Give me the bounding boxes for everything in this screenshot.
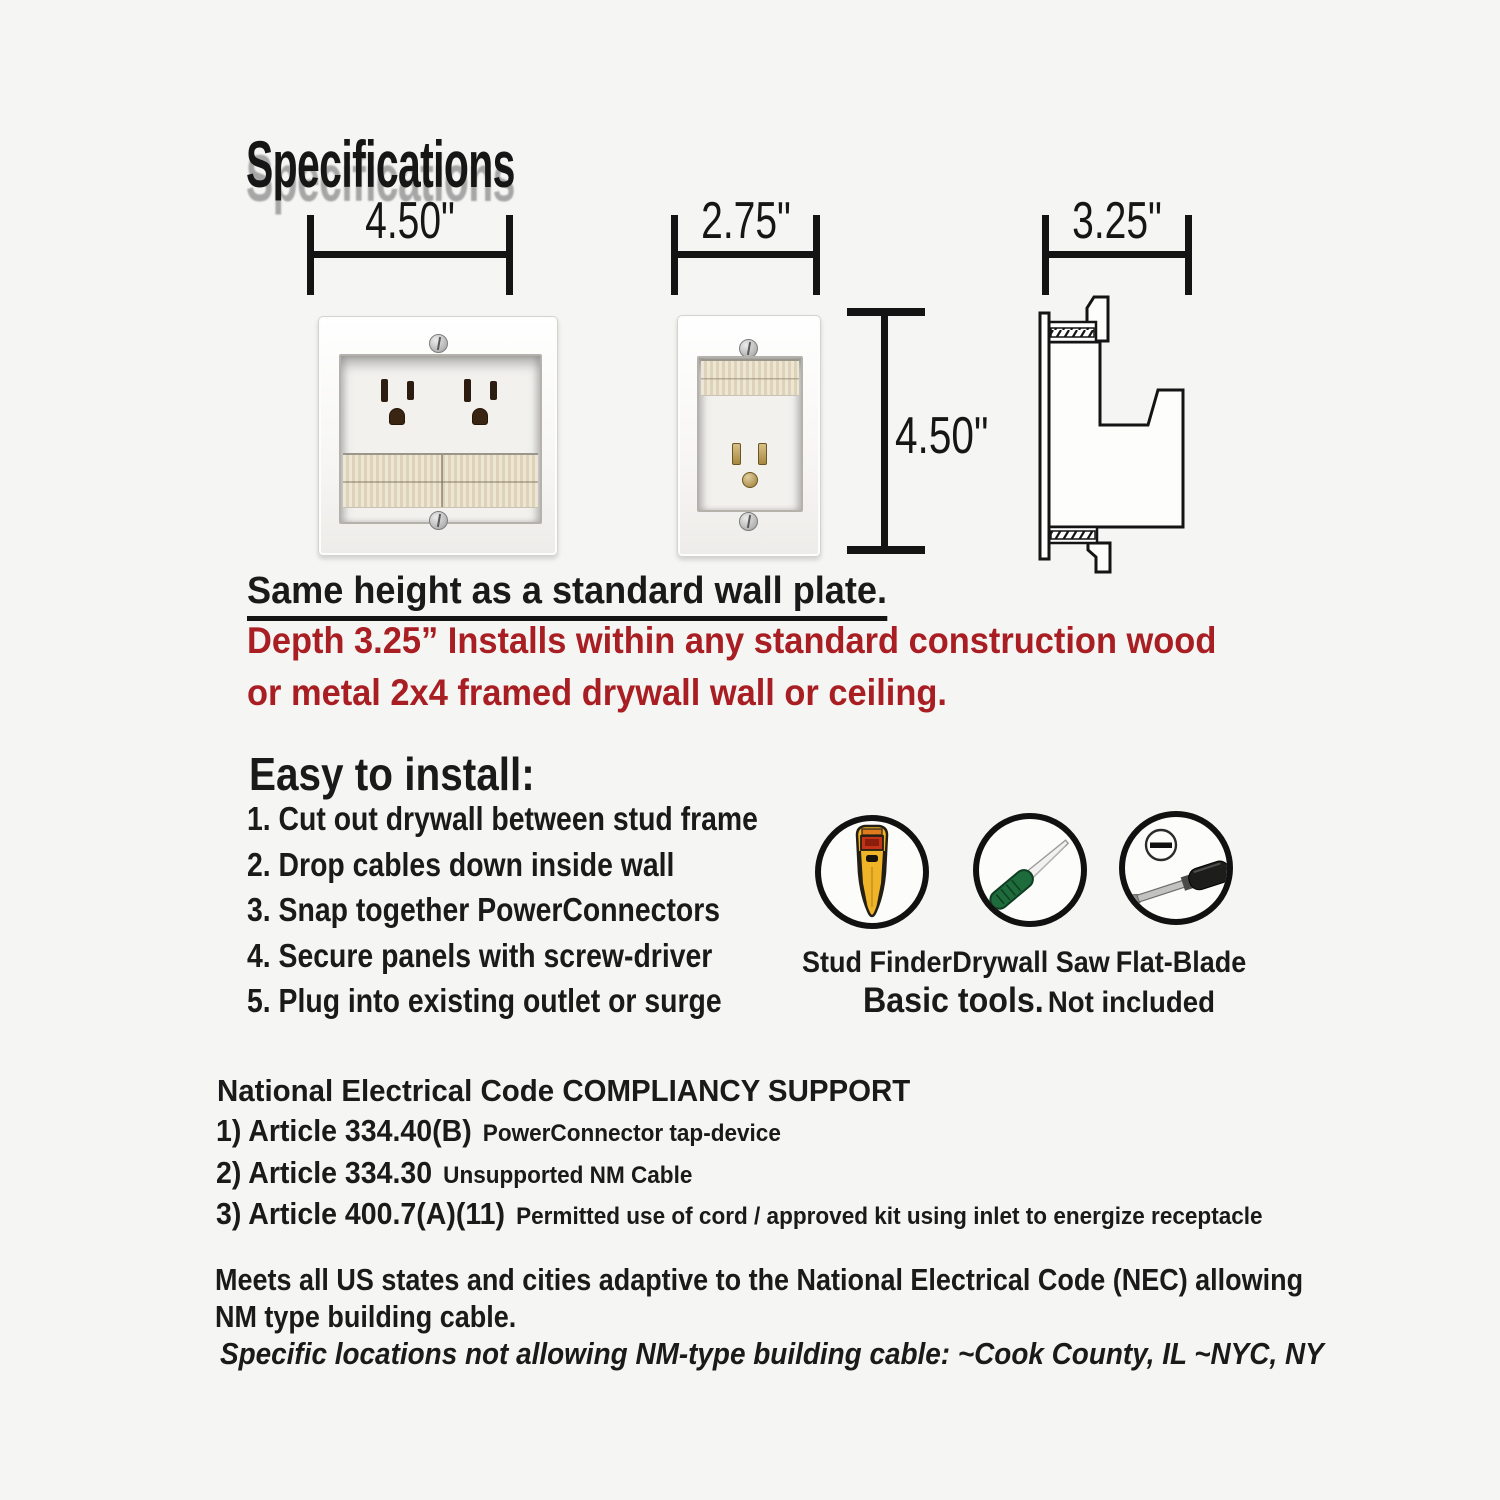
inlet-ground-pin [742,472,758,488]
nec-article-3: 3) Article 400.7(A)(11) Permitted use of cord / approved kit using inlet to energize receptacle [216,1196,1263,1231]
same-height-statement: Same height as a standard wall plate. [247,570,921,621]
outlet-slot [407,381,414,400]
dimension-tick [847,546,925,554]
ground-hole [472,408,488,425]
outlet-slot [490,381,497,400]
tools-note [863,981,1215,1021]
install-step: 1. Cut out drywall between stud frame [247,800,758,837]
tool-label-stud-finder: Stud Finder [802,946,952,979]
install-heading: Easy to install: [249,748,535,800]
screw-icon [429,511,448,530]
screw-icon [429,334,448,353]
tool-label-flat-blade: Flat-Blade [1115,946,1247,979]
page-title: Specifications [246,127,515,201]
dimension-line [674,251,817,258]
dimension-line [1045,251,1189,258]
cable-brush-strip [701,359,799,396]
dimension-label-single-width: 2.75" [700,192,791,250]
plate-recess [339,354,542,524]
dimension-tick [813,215,820,295]
dimension-tick [1185,215,1192,295]
install-step: 2. Drop cables down inside wall [247,845,675,883]
dimension-label-depth: 3.25" [1072,192,1162,250]
nec-exceptions: Specific locations not allowing NM-type building cable: ~Cook County, IL ~NYC, NY [220,1336,1324,1371]
mounting-tab-bottom [1088,543,1110,572]
inlet-prong [758,443,767,465]
cable-brush-strip [343,453,538,508]
dimension-tick [506,215,513,295]
dimension-label-height: 4.50" [895,407,989,465]
nec-article-1: 1) Article 334.40(B) PowerConnector tap-device [216,1113,781,1148]
plate-flange [1040,313,1049,559]
inlet-prong [732,443,741,465]
screw-icon [739,512,758,531]
stud-finder-icon [815,815,929,929]
install-step: 4. Secure panels with screw-driver [247,936,713,974]
depth-dimension [1042,192,1192,295]
nec-meets-line2: NM type building cable. [215,1299,517,1334]
nec-heading: National Electrical Code COMPLIANCY SUPPORT [217,1073,911,1108]
double-outlet-plate-photo [318,316,558,556]
outlet-slot [381,379,388,402]
install-step: 3. Snap together PowerConnectors [247,891,721,928]
recessed-box-body [1049,342,1183,527]
dimension-line [881,311,888,551]
nec-meets-line1: Meets all US states and cities adaptive to the National Electrical Code (NEC) allowing [215,1262,1304,1297]
outlet-slot [464,379,471,402]
dimension-label-double-width: 4.50" [365,192,455,250]
nec-article-2: 2) Article 334.30 Unsupported NM Cable [216,1155,693,1190]
width-dimension-single-plate [671,192,820,295]
side-profile-drawing [1030,290,1195,582]
drywall-saw-icon [973,813,1087,927]
dimension-line [310,251,510,258]
brush-seam [441,455,443,507]
tool-label-drywall-saw: Drywall Saw [952,946,1110,979]
width-dimension-double-plate [307,192,513,295]
tools-note-bold: Basic tools. [863,981,1044,1020]
depth-statement-line1: Depth 3.25” Installs within any standard construction wood [247,620,1217,661]
plate-recess [697,356,803,512]
install-step: 5. Plug into existing outlet or surge [247,982,722,1019]
ground-hole [389,408,405,425]
depth-statement-line2: or metal 2x4 framed drywall wall or ceiling. [247,672,947,713]
flat-blade-screwdriver-icon [1119,811,1233,925]
tools-note-rest: Not included [1047,986,1215,1019]
single-inlet-plate-photo [677,315,821,557]
install-steps [247,796,841,1024]
